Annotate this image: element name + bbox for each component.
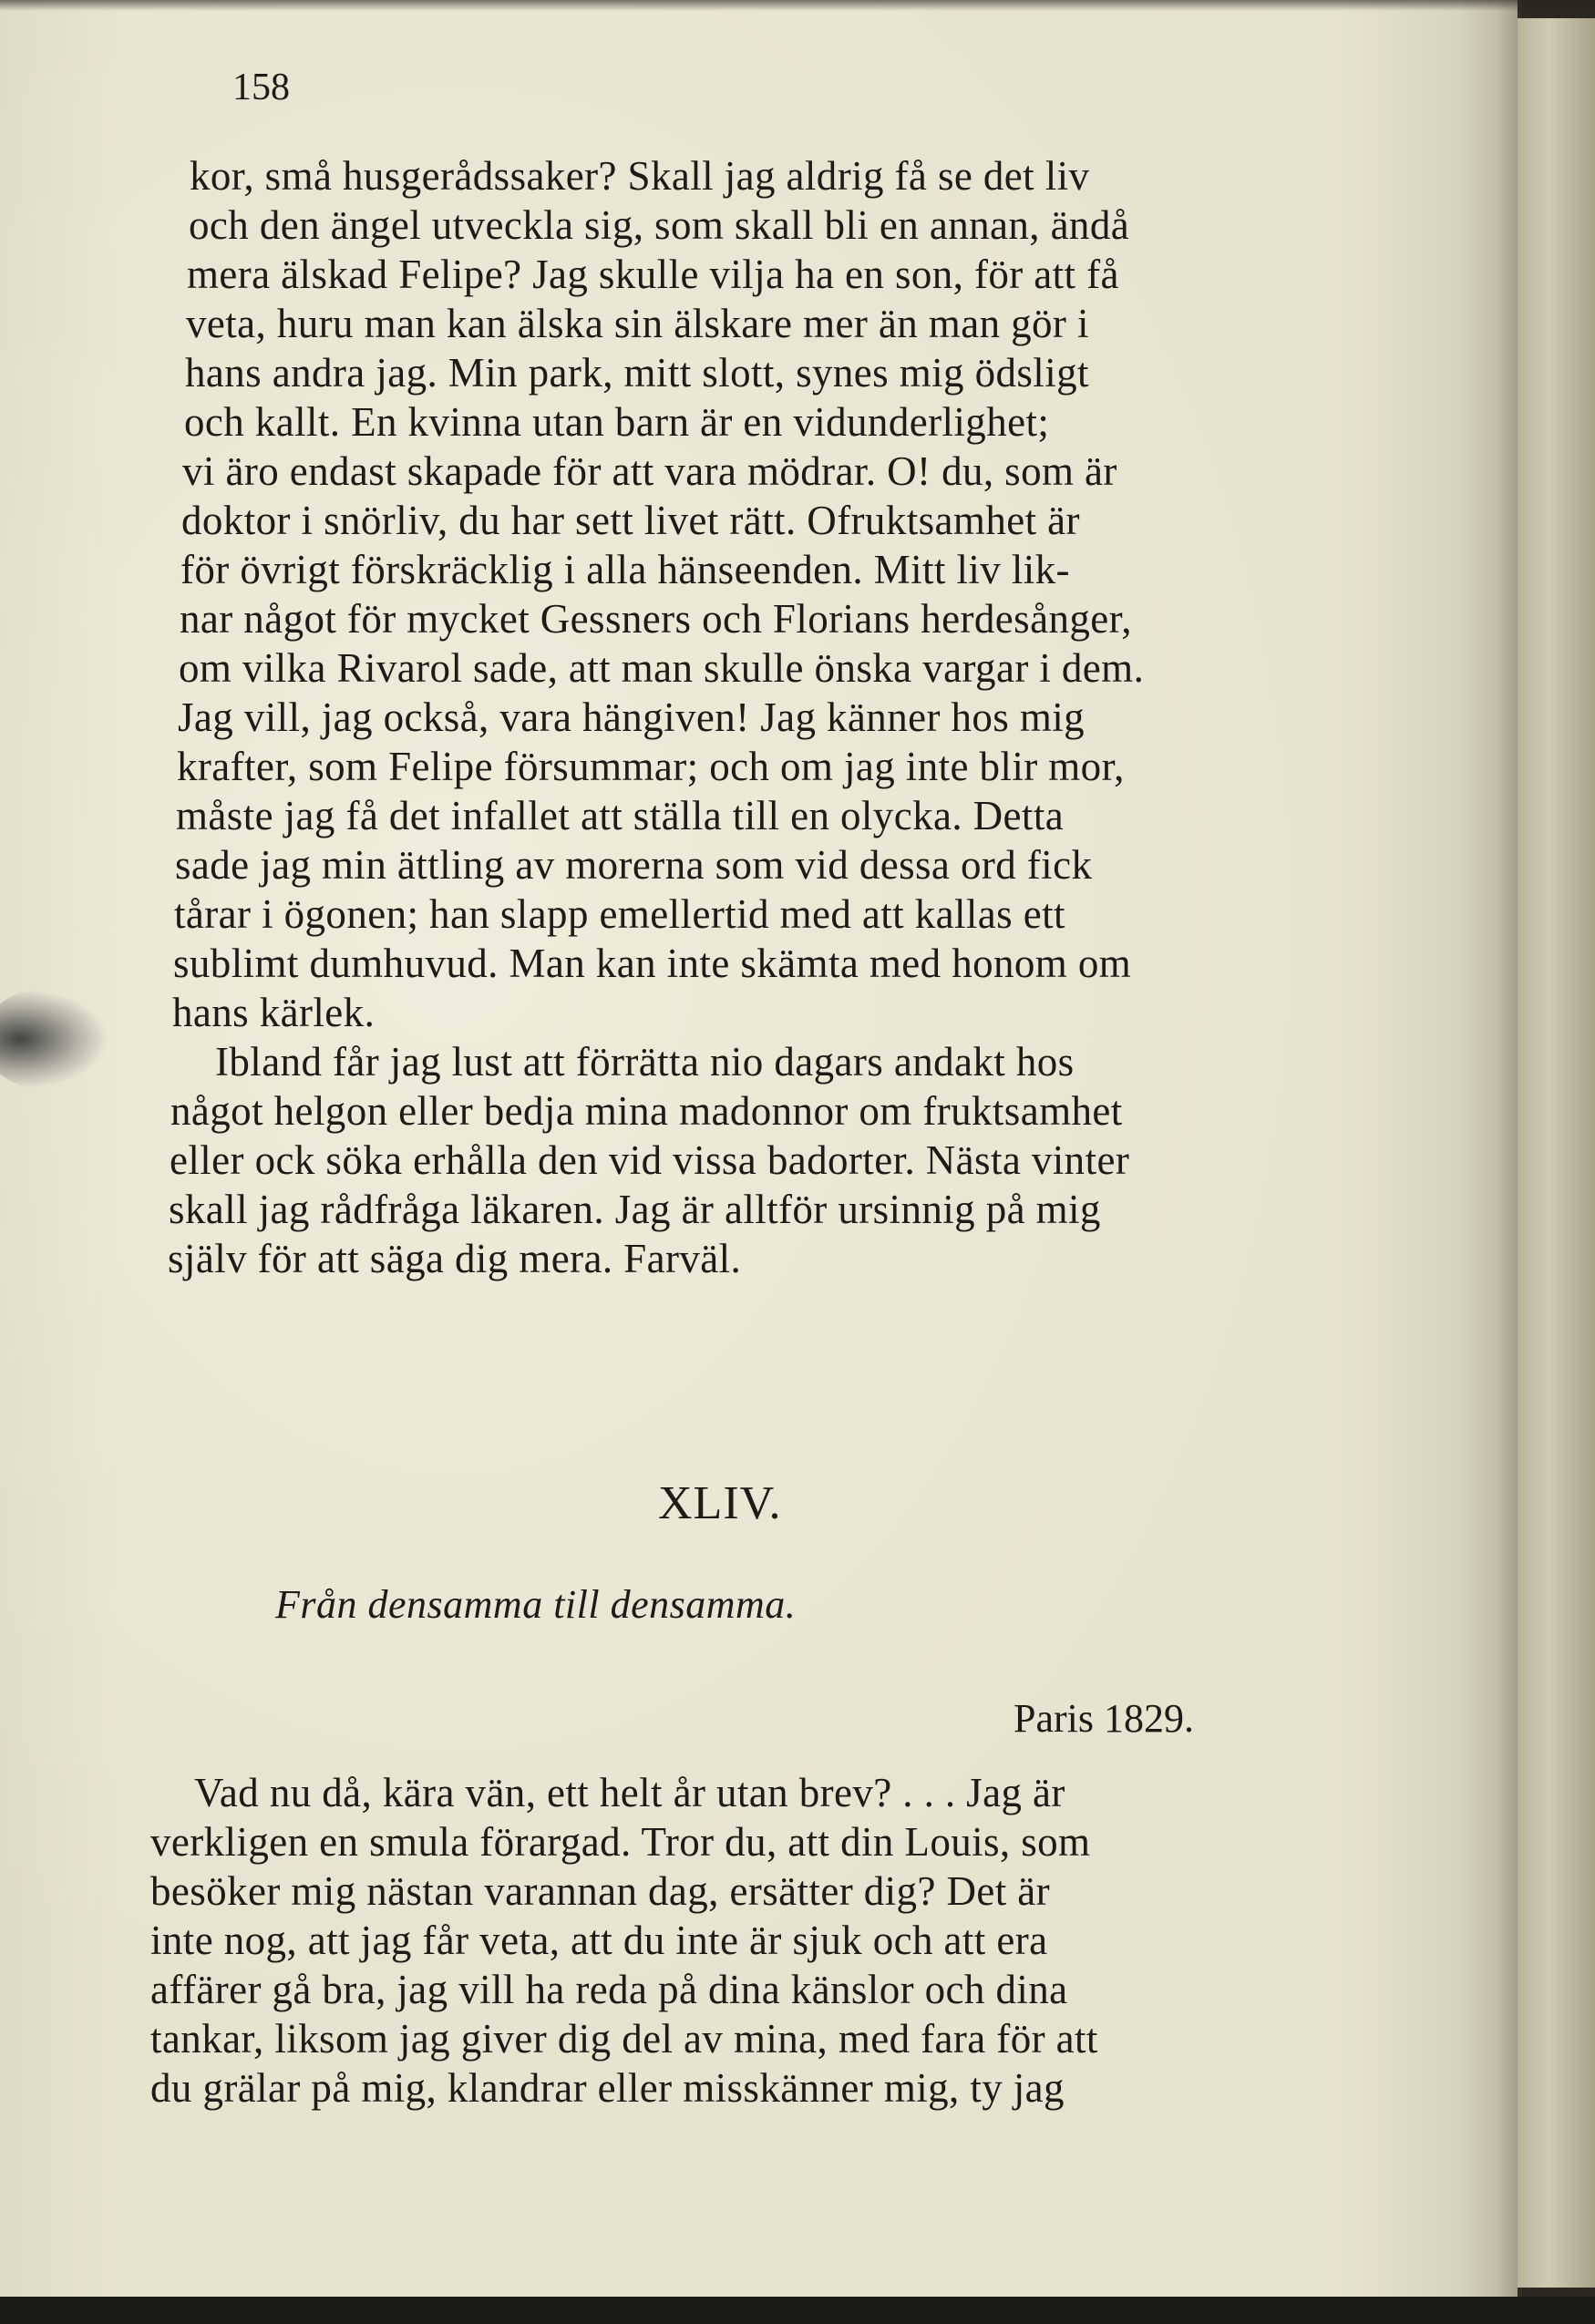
body-line: du grälar på mig, klandrar eller misskänner mig, ty jag — [150, 2065, 1065, 2111]
body-line: sublimt dumhuvud. Man kan inte skämta med honom om — [173, 941, 1132, 986]
body-line: affärer gå bra, jag vill ha reda på dina känslor och dina — [150, 1967, 1068, 2012]
chapter-heading: XLIV. — [658, 1477, 782, 1529]
body-line: tankar, liksom jag giver dig del av mina, med fara för att — [150, 2016, 1098, 2062]
body-line: Vad nu då, kära vän, ett helt år utan brev? . . . Jag är — [194, 1770, 1065, 1815]
top-shadow — [0, 0, 1595, 11]
body-line: något helgon eller bedja mina madonnor om fruktsamhet — [170, 1088, 1123, 1134]
body-line: och den ängel utveckla sig, som skall bli en annan, ändå — [189, 202, 1130, 248]
body-line: och kallt. En kvinna utan barn är en vidunderlighet; — [184, 399, 1050, 445]
body-line: sade jag min ättling av morerna som vid dessa ord fick — [175, 842, 1093, 888]
body-line: besöker mig nästan varannan dag, ersätter dig? Det är — [150, 1868, 1051, 1914]
body-line: kor, små husgerådssaker? Skall jag aldrig få se det liv — [190, 153, 1090, 199]
body-line: verkligen en smula förargad. Tror du, att din Louis, som — [150, 1819, 1091, 1865]
body-line: mera älskad Felipe? Jag skulle vilja ha en son, för att få — [187, 252, 1119, 297]
body-line: om vilka Rivarol sade, att man skulle önska vargar i dem. — [179, 645, 1145, 691]
body-line: själv för att säga dig mera. Farväl. — [168, 1236, 742, 1281]
body-line: måste jag få det infallet att ställa till en olycka. Detta — [176, 793, 1065, 838]
body-line: nar något för mycket Gessners och Florians herdesånger, — [180, 596, 1132, 642]
body-line: doktor i snörliv, du har sett livet rätt. Ofruktsamhet är — [181, 498, 1080, 543]
body-line: krafter, som Felipe försummar; och om jag inte blir mor, — [177, 744, 1125, 789]
adjacent-page-edge — [1518, 18, 1595, 2288]
letter-dateline: Paris 1829. — [1014, 1696, 1194, 1741]
body-line: för övrigt förskräcklig i alla hänseenden. Mitt liv lik- — [180, 547, 1070, 592]
body-line: veta, huru man kan älska sin älskare mer än man gör i — [186, 301, 1089, 346]
chapter-subtitle: Från densamma till densamma. — [275, 1582, 797, 1627]
body-line: inte nog, att jag får veta, att du inte är sjuk och att era — [150, 1918, 1048, 1963]
body-line: vi äro endast skapade för att vara mödrar. O! du, som är — [182, 448, 1117, 494]
page-number: 158 — [232, 67, 290, 108]
body-line: tårar i ögonen; han slapp emellertid med att kallas ett — [174, 891, 1065, 937]
page-curl-shadow — [1458, 0, 1522, 2297]
body-line: hans kärlek. — [172, 990, 376, 1035]
body-line: Jag vill, jag också, vara hängiven! Jag känner hos mig — [178, 694, 1086, 740]
body-line: eller ock söka erhålla den vid vissa badorter. Nästa vinter — [170, 1137, 1130, 1183]
bottom-edge — [0, 2297, 1595, 2324]
body-line: skall jag rådfråga läkaren. Jag är alltför ursinnig på mig — [169, 1187, 1101, 1232]
body-line: Ibland får jag lust att förrätta nio dagars andakt hos — [215, 1039, 1075, 1085]
body-line: hans andra jag. Min park, mitt slott, synes mig ödsligt — [185, 350, 1089, 396]
